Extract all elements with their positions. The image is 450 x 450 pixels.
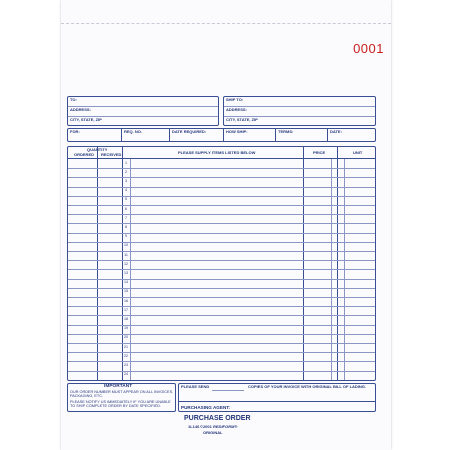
brand-logo: REDIFORM® [213,424,238,429]
to-address-label: ADDRESS: [70,107,91,112]
row-number: 23 [124,363,128,367]
info-sep-2 [169,129,170,141]
please-send-underline [212,390,244,391]
row-number: 2 [125,169,127,174]
row-divider [68,325,375,326]
unit-col-sep [337,147,338,380]
row-divider [68,223,375,224]
row-number: 20 [124,335,128,340]
desc-col-sep [303,147,304,380]
info-sep-5 [327,129,328,141]
row-divider [68,251,375,252]
purchasing-agent-label: PURCHASING AGENT: [181,405,231,410]
info-sep-4 [275,129,276,141]
row-divider [68,343,375,344]
row-number: 16 [124,298,128,303]
ship-city-label: CITY, STATE, ZIP [226,117,258,122]
row-divider [68,297,375,298]
row-divider [68,269,375,270]
copy-label: ORIGINAL [203,430,223,435]
date-required-label: DATE REQUIRED: [172,129,207,134]
row-divider [68,242,375,243]
row-divider [68,279,375,280]
row-number: 1 [125,160,127,165]
row-number: 21 [124,344,128,349]
row-divider [68,187,375,188]
row-number: 4 [125,188,127,193]
row-divider [68,315,375,316]
row-divider [68,334,375,335]
row-number: 24 [124,372,128,377]
row-number: 13 [124,271,128,275]
items-header-bottom [68,158,375,159]
copies-text: COPIES OF YOUR INVOICE WITH ORIGINAL BILL OF LADING. [248,384,367,389]
ship-to-label: SHIP TO: [226,97,244,102]
ordered-header: ORDERED [74,152,95,157]
to-city-label: CITY, STATE, ZIP [70,117,102,122]
purchasing-divider [179,401,375,402]
price-header: PRICE [313,150,326,155]
items-header: PLEASE SUPPLY ITEMS LISTED BELOW [178,150,256,155]
items-table [67,146,376,381]
row-divider [68,288,375,289]
row-number: 15 [124,289,128,294]
row-number: 11 [124,252,128,257]
req-no-label: REQ. NO. [124,129,143,134]
row-divider [68,177,375,178]
terms-label: TERMS: [278,129,294,134]
row-divider [68,260,375,261]
info-sep-1 [121,129,122,141]
row-divider [68,306,375,307]
copyright: ©2001 [200,424,212,429]
ship-address-label: ADDRESS: [226,107,247,112]
row-divider [68,214,375,215]
to-label: TO: [70,97,77,102]
received-header: RECEIVED [101,152,122,157]
row-divider [68,168,375,169]
perforation-line [61,23,391,24]
row-divider [68,196,375,197]
row-divider [68,361,375,362]
document-title: PURCHASE ORDER [184,415,251,422]
row-number: 14 [124,280,128,285]
row-number: 18 [124,317,128,321]
important-text-2: PLEASE NOTIFY US IMMEDIATELY IF YOU ARE UNABLE TO SHIP COMPLETE ORDER BY DATE SPECIFIED. [70,400,171,409]
row-number: 10 [124,243,128,248]
please-send-label: PLEASE SEND [181,384,210,389]
unit-header: UNIT [353,150,363,155]
row-divider [68,352,375,353]
quantity-header: QUANTITY [87,147,108,152]
info-sep-3 [223,129,224,141]
row-number: 7 [125,215,127,220]
serial-number: 0001 [353,41,384,56]
row-number: 17 [124,307,128,312]
row-number: 19 [124,326,128,331]
qty-col-sep [97,147,98,380]
row-divider [68,233,375,234]
row-number: 3 [125,179,127,183]
row-number: 5 [125,197,127,202]
row-divider [68,205,375,206]
product-code: 1L146 [188,424,200,429]
important-title: IMPORTANT [104,384,133,389]
date-label: DATE: [330,129,342,134]
for-label: FOR: [70,129,80,134]
how-ship-label: HOW SHIP: [226,129,248,134]
row-number: 9 [125,234,127,239]
row-number: 12 [124,261,128,266]
row-divider [68,371,375,372]
row-number: 22 [124,353,128,358]
important-text-1: OUR ORDER NUMBER MUST APPEAR ON ALL INVOICES, PACKAGING, ETC. [70,390,174,399]
row-number: 6 [125,206,127,211]
row-number: 8 [125,225,127,229]
